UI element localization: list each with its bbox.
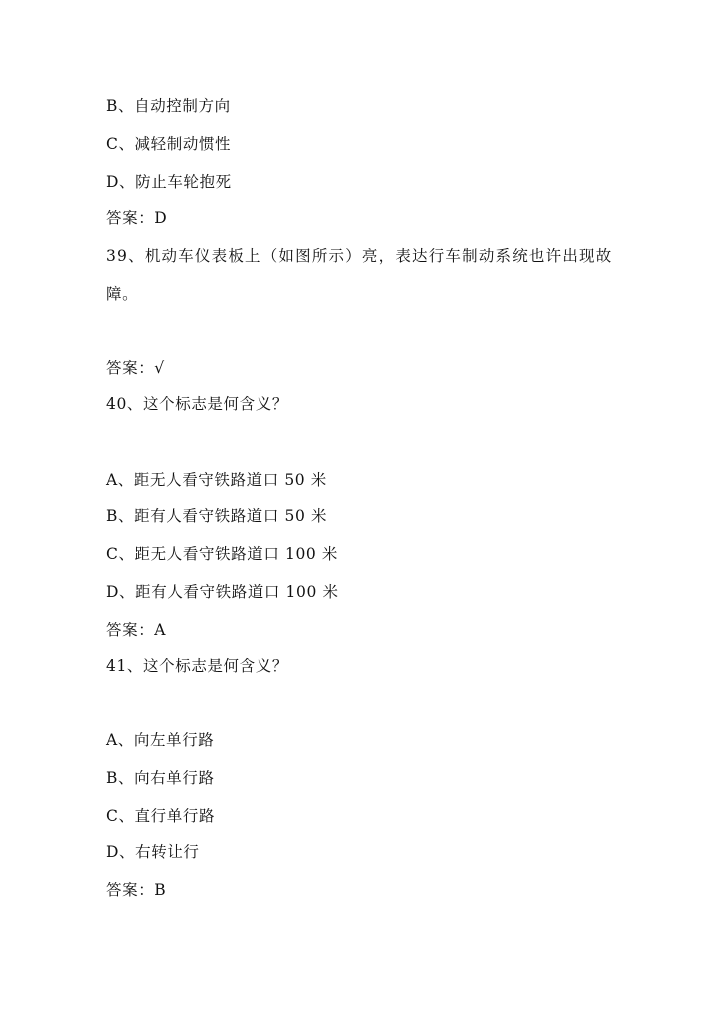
q41-answer: 答案：B bbox=[106, 881, 167, 899]
q41-option-d: D、右转让行 bbox=[106, 843, 200, 861]
q39-answer: 答案：√ bbox=[106, 359, 165, 377]
q40-option-d: D、距有人看守铁路道口 100 米 bbox=[106, 583, 339, 601]
q38-option-d: D、防止车轮抱死 bbox=[106, 173, 232, 191]
q41-question: 41、这个标志是何含义？ bbox=[106, 657, 288, 675]
q41-option-c: C、直行单行路 bbox=[106, 807, 216, 825]
q41-option-a: A、向左单行路 bbox=[106, 731, 215, 749]
q40-option-c: C、距无人看守铁路道口 100 米 bbox=[106, 545, 338, 563]
q38-option-b: B、自动控制方向 bbox=[106, 97, 231, 115]
q41-option-b: B、向右单行路 bbox=[106, 769, 215, 787]
q39-question-line1: 39、机动车仪表板上（如图所示）亮，表达行车制动系统也许出现故 bbox=[106, 247, 613, 265]
q40-option-b: B、距有人看守铁路道口 50 米 bbox=[106, 507, 328, 525]
q40-option-a: A、距无人看守铁路道口 50 米 bbox=[106, 471, 327, 489]
q40-answer: 答案：A bbox=[106, 621, 167, 639]
q38-answer: 答案：D bbox=[106, 209, 168, 227]
q40-question: 40、这个标志是何含义？ bbox=[106, 395, 288, 413]
q39-question-line2: 障。 bbox=[106, 285, 139, 303]
q38-option-c: C、减轻制动惯性 bbox=[106, 135, 232, 153]
